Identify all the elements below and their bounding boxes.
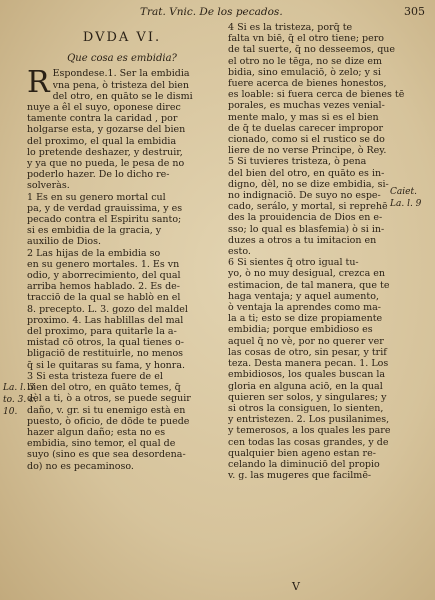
- text-line: proximo. 4. Las hablillas del mal: [27, 314, 184, 326]
- text-line: 3 Si esta tristeza fuere de el: [27, 370, 163, 382]
- text-line: pa, y de verdad grauissima, y es: [27, 202, 183, 214]
- text-line: arriba hemos hablado. 2. Es de-: [27, 281, 180, 293]
- text-line: hazer algun daño; esta no es: [27, 426, 166, 438]
- text-line: solveràs.: [27, 180, 70, 192]
- text-line: si es embidia de la gracia, y: [27, 225, 162, 237]
- text-line: del proximo, el qual la embidia: [27, 135, 177, 147]
- text-line: 2 Las hijas de la embidia so: [27, 247, 161, 259]
- text-line: 8. precepto. L. 3. gozo del maldel: [27, 303, 188, 315]
- text-line: el otro no le tēga, no se dize em: [228, 55, 383, 67]
- text-line: falta vn biē, q̄ el otro tiene; pero: [228, 33, 385, 45]
- text-line: no indignaciō. De suyo no espe-: [228, 190, 381, 202]
- text-line: quieren ser solos, y singulares; y: [228, 391, 387, 403]
- text-line: teza. Desta manera pecan. 1. Los: [228, 358, 389, 370]
- text-line: 6 Si sientes q̄ otro igual tu-: [228, 257, 359, 269]
- right-column-text: [228, 22, 416, 481]
- text-line: haga ventaja; y aquel aumento,: [228, 290, 379, 302]
- text-line: do) no es pecaminoso.: [27, 460, 134, 472]
- text-line: yo, ò no muy desigual, crezca en: [228, 268, 386, 280]
- text-line: digno, dèl, no se dize embidia, si-: [228, 178, 389, 190]
- text-line: bien del otro, en quāto temes, q̄: [27, 382, 181, 394]
- text-line: del otro, en quāto se le dismi: [52, 90, 193, 102]
- page-number: 305: [404, 5, 425, 18]
- left-column: [27, 22, 217, 472]
- text-line: las cosas de otro, sin pesar, y trif: [228, 346, 387, 358]
- text-line: esto.: [228, 246, 251, 258]
- text-line: tracciō de la qual se hablò en el: [27, 292, 181, 304]
- text-line: fuere acerca de bienes honestos,: [228, 78, 387, 90]
- text-line: liere de no verse Principe, ò Rey.: [228, 145, 387, 157]
- text-line: embidiosos, los quales buscan la: [228, 369, 386, 381]
- text-line: auxilio de Dios.: [27, 236, 101, 248]
- text-line: de q̄ te duelas carecer impropor: [228, 122, 384, 134]
- text-line: en su genero mortales. 1. Es vn: [27, 258, 180, 270]
- text-line: nuye a êl el suyo, oponese direc: [27, 102, 181, 114]
- text-line: del proximo, para quitarle la a-: [27, 326, 177, 338]
- text-line: embidia, sino temor, el qual de: [27, 438, 176, 450]
- text-line: vna pena, ò tristeza del bien: [52, 79, 190, 91]
- text-line: la a ti; esto se dize propiamente: [228, 313, 383, 325]
- text-line: des la prouidencia de Dios en e-: [228, 212, 383, 224]
- text-line: odio, y aborrecimiento, del qual: [27, 270, 181, 282]
- text-line: del bien del otro, en quāto es in-: [228, 167, 385, 179]
- text-line: 4 Si es la tristeza, porq̄ te: [228, 22, 353, 33]
- text-line: porales, es muchas vezes venial-: [228, 100, 385, 112]
- text-line: cionado, como si el rustico se do: [228, 134, 385, 146]
- running-header: [140, 6, 425, 18]
- text-line: aquel q̄ no vè, por no querer ver: [228, 335, 384, 347]
- text-line: 1 Es en su genero mortal cul: [27, 191, 166, 203]
- drop-cap: R: [27, 65, 50, 101]
- text-line: q̄ si le quitaras su fama, y honra.: [27, 359, 186, 371]
- doubt-heading: DVDA VI.: [82, 30, 162, 45]
- text-line: mente malo, y mas si es el bien: [228, 111, 379, 123]
- text-line: qualquier bien ageno estan re-: [228, 447, 376, 459]
- text-line: sso; lo qual es blasfemia) ò si in-: [228, 223, 385, 235]
- margin-note-line: La. l. 9: [390, 199, 422, 209]
- text-line: mistad cō otros, la qual tienes o-: [27, 337, 184, 349]
- text-line: y temerosos, a los quales les pare: [228, 425, 391, 437]
- doubt-question: Que cosa es embidia?: [67, 53, 177, 65]
- text-line: puesto, ò oficio, de dōde te puede: [27, 415, 190, 427]
- header-title: Trat. Vnic. De los pecados.: [140, 6, 283, 18]
- text-line: Espondese.1. Ser la embidia: [52, 68, 190, 80]
- margin-note-line: to. 3. c.: [3, 395, 37, 405]
- text-line: 5 Si tuvieres tristeza, ò pena: [228, 156, 367, 168]
- text-line: v. g. las mugeres que facilmē-: [228, 470, 372, 482]
- text-line: ò ventaja la aprendes como ma-: [228, 302, 381, 314]
- text-line: es loable: si fuera cerca de bienes tē: [228, 89, 405, 101]
- text-line: pecado contra el Espiritu santo;: [27, 214, 182, 226]
- margin-note-right: [390, 186, 421, 210]
- text-line: de tal suerte, q̄ no desseemos, que: [228, 44, 396, 56]
- margin-note-line: Caiet.: [390, 187, 417, 197]
- margin-note-left: [3, 382, 37, 418]
- text-line: y entristezen. 2. Los pusilanimes,: [228, 414, 390, 426]
- text-line: lo pretende deshazer, y destruir,: [27, 146, 183, 158]
- left-column-text: [27, 65, 217, 472]
- text-line: tamente contra la caridad , por: [27, 113, 178, 125]
- text-line: daño, v. gr. si tu enemigo està en: [27, 404, 186, 416]
- text-line: duzes a otros a tu imitacion en: [228, 234, 377, 246]
- text-line: y ya que no pueda, le pesa de no: [27, 158, 185, 170]
- text-line: cen todas las cosas grandes, y de: [228, 436, 389, 448]
- text-line: cado, serálo, y mortal, si reprehē: [228, 201, 388, 213]
- margin-note-line: 10.: [3, 407, 18, 417]
- text-line: celando la diminuciō del propio: [228, 458, 380, 470]
- text-line: gloria en alguna aciō, en la qual: [228, 380, 383, 392]
- text-line: estimacion, de tal manera, que te: [228, 279, 390, 291]
- margin-note-line: La. l. 3: [3, 383, 35, 393]
- text-line: dèl a ti, ò a otros, se puede seguir: [27, 393, 191, 405]
- text-line: holgarse esta, y gozarse del bien: [27, 124, 186, 136]
- signature-mark: V: [292, 580, 300, 593]
- text-line: poderlo hazer. De lo dicho re-: [27, 169, 170, 181]
- text-line: embidia; porque embidioso es: [228, 324, 373, 336]
- text-line: bidia, sino emulaciō, ò zelo; y si: [228, 66, 381, 78]
- text-line: si otros la consiguen, lo sienten,: [228, 402, 384, 414]
- right-column: [228, 22, 416, 481]
- text-line: bligaciō de restituirle, no menos: [27, 348, 184, 360]
- text-line: suyo (sino es que sea desordena-: [27, 449, 186, 461]
